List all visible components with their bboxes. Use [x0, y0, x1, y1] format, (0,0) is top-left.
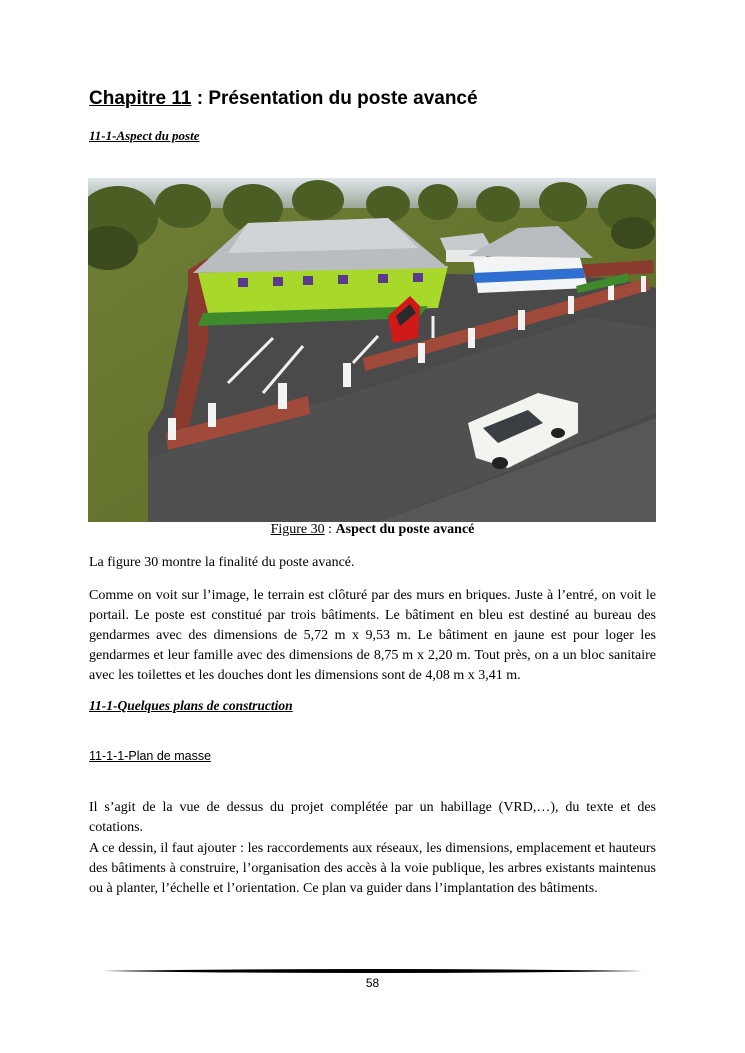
subsection-title-plan-masse: 11-1-1-Plan de masse: [89, 749, 212, 763]
figure-title: Aspect du poste avancé: [335, 522, 475, 537]
page-number: 58: [365, 976, 380, 990]
paragraph-figure-intro: La figure 30 montre la finalité du poste avancé.: [89, 555, 355, 570]
chapter-heading: [89, 88, 478, 110]
paragraph-plan-definition: Il s’agit de la vue de dessus du projet complétée par un habillage (VRD,…), du texte et des cotations.: [89, 800, 656, 835]
section-title-aspect: 11-1-Aspect du poste: [89, 128, 200, 143]
figure-render: [88, 178, 656, 522]
section-title-plans: 11-1-Quelques plans de construction: [89, 698, 293, 713]
chapter-label: Chapitre 11: [89, 88, 192, 109]
chapter-title: : Présentation du poste avancé: [191, 88, 478, 109]
caption-separator: :: [324, 522, 336, 537]
paragraph-description: Comme on voit sur l’image, le terrain est clôturé par des murs en briques. Juste à l’entré, on voit le portail. Le poste est constitué par trois bâtiments. Le bâtiment en bleu est destiné au bureau des gendarmes avec des dimensions de 5,72 m x 9,53 m. Le bâtiment en jaune est pour loger les gendarmes et leur famille avec des dimensions de 8,75 m x 2,20 m. Tout près, on a un bloc sanitaire avec les toilettes et les douches dont les dimensions sont de 4,08 m x 3,41 m.: [89, 588, 656, 683]
paragraph-plan-details: A ce dessin, il faut ajouter : les raccordements aux réseaux, les dimensions, emplacement et hauteurs des bâtiments à construire, l’organisation des accès à la voie publique, les arbres existants maintenus ou à planter, l’échelle et l’orientation. Ce plan va guider dans l’implantation des bâtiments.: [89, 841, 656, 896]
figure-caption: [0, 522, 745, 538]
figure-label: Figure 30: [270, 522, 325, 537]
